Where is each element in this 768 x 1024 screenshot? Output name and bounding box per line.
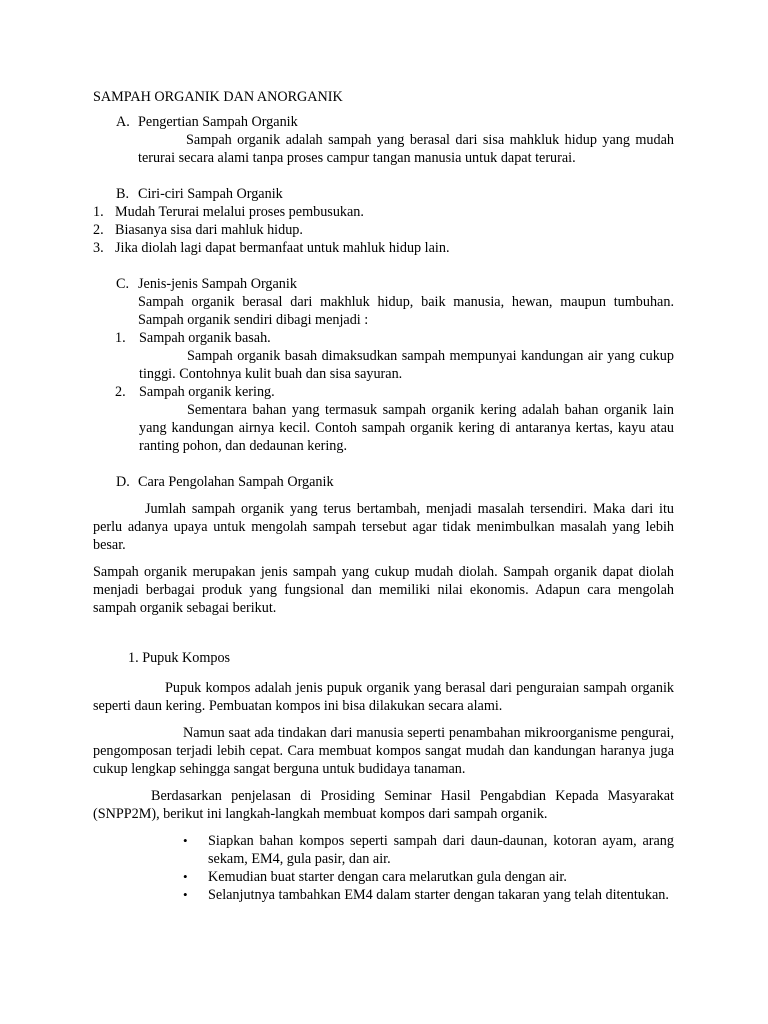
section-letter: D. — [116, 474, 130, 490]
section-d — [93, 473, 674, 617]
section-letter: B. — [116, 186, 130, 202]
jenis-desc-basah: Sampah organik basah dimaksudkan sampah mempunyai kandungan air yang cukup tinggi. Contohnya kulit buah dan sisa sayuran. — [139, 348, 674, 382]
jenis-list-2 — [115, 383, 674, 401]
list-number: 2. — [115, 384, 126, 400]
list-text: Jika diolah lagi dapat bermanfaat untuk mahluk hidup lain. — [115, 240, 450, 256]
paragraph: Jumlah sampah organik yang terus bertambah, menjadi masalah tersendiri. Maka dari itu perlu adanya upaya untuk mengolah sampah tersebut agar tidak menimbulkan masalah yang lebih besar. — [93, 501, 674, 553]
section-a-heading — [116, 113, 674, 131]
list-number: 2. — [93, 222, 104, 238]
list-text: Mudah Terurai melalui proses pembusukan. — [115, 204, 364, 220]
list-item — [183, 832, 674, 868]
section-c-heading — [116, 275, 674, 293]
list-item — [115, 383, 674, 401]
ciri-list — [93, 203, 674, 257]
jenis-list — [115, 329, 674, 347]
paragraph: Berdasarkan penjelasan di Prosiding Seminar Hasil Pengabdian Kepada Masyarakat (SNPP2M), berikut ini langkah-langkah membuat kompos dari sampah organik. — [93, 788, 674, 822]
section-b — [93, 185, 674, 257]
list-text: Kemudian buat starter dengan cara melarutkan gula dengan air. — [208, 869, 567, 885]
section-a-body: Sampah organik adalah sampah yang berasal dari sisa mahkluk hidup yang mudah terurai secara alami tanpa proses campur tangan manusia untuk dapat terurai. — [138, 132, 674, 166]
bullet-icon: • — [183, 833, 188, 848]
list-item — [93, 203, 674, 221]
section-letter: C. — [116, 276, 130, 292]
section-title: Jenis-jenis Sampah Organik — [138, 276, 297, 292]
section-title: Pengertian Sampah Organik — [138, 114, 298, 130]
kompos-heading: 1. Pupuk Kompos — [128, 650, 231, 666]
section-c-intro: Sampah organik berasal dari makhluk hidup, baik manusia, hewan, maupun tumbuhan. Sampah organik sendiri dibagi menjadi : — [138, 294, 674, 328]
section-d-heading — [116, 473, 674, 491]
paragraph: Pupuk kompos adalah jenis pupuk organik yang berasal dari penguraian sampah organik seperti daun kering. Pembuatan kompos ini bisa dilakukan secara alami. — [93, 680, 674, 714]
list-number: 1. — [115, 330, 126, 346]
list-item — [115, 329, 674, 347]
jenis-desc-kering: Sementara bahan yang termasuk sampah organik kering adalah bahan organik lain yang kandungan airnya kecil. Contoh sampah organik kering di antaranya kertas, kayu atau ranting pohon, dan dedaunan kering. — [139, 402, 674, 454]
bullet-icon: • — [183, 869, 188, 884]
list-text: Biasanya sisa dari mahluk hidup. — [115, 222, 303, 238]
list-item — [183, 868, 674, 886]
section-c — [93, 275, 674, 455]
section-title: Cara Pengolahan Sampah Organik — [138, 474, 334, 490]
section-title: Ciri-ciri Sampah Organik — [138, 186, 283, 202]
list-item — [183, 886, 674, 904]
list-text: Sampah organik basah. — [139, 330, 271, 346]
paragraph: Namun saat ada tindakan dari manusia seperti penambahan mikroorganisme pengurai, pengomposan terjadi lebih cepat. Cara membuat kompos sangat mudah dan kandungan haranya juga cukup lengkap sehingga sangat berguna untuk budidaya tanaman. — [93, 725, 674, 777]
section-b-heading — [116, 185, 674, 203]
list-number: 1. — [93, 204, 104, 220]
section-a — [93, 113, 674, 167]
bullet-icon: • — [183, 887, 188, 902]
document-title: SAMPAH ORGANIK DAN ANORGANIK — [93, 89, 343, 105]
list-item — [93, 239, 674, 257]
section-letter: A. — [116, 114, 130, 130]
list-text: Sampah organik kering. — [139, 384, 275, 400]
kompos-steps-list — [183, 832, 674, 904]
list-item — [93, 221, 674, 239]
paragraph: Sampah organik merupakan jenis sampah yang cukup mudah diolah. Sampah organik dapat diolah menjadi berbagai produk yang fungsional dan memiliki nilai ekonomis. Adapun cara mengolah sampah organik sebagai berikut. — [93, 564, 674, 616]
list-number: 3. — [93, 240, 104, 256]
list-text: Siapkan bahan kompos seperti sampah dari daun-daunan, kotoran ayam, arang sekam, EM4, gula pasir, dan air. — [208, 833, 674, 867]
list-text: Selanjutnya tambahkan EM4 dalam starter dengan takaran yang telah ditentukan. — [208, 887, 669, 903]
document-page — [93, 88, 674, 904]
